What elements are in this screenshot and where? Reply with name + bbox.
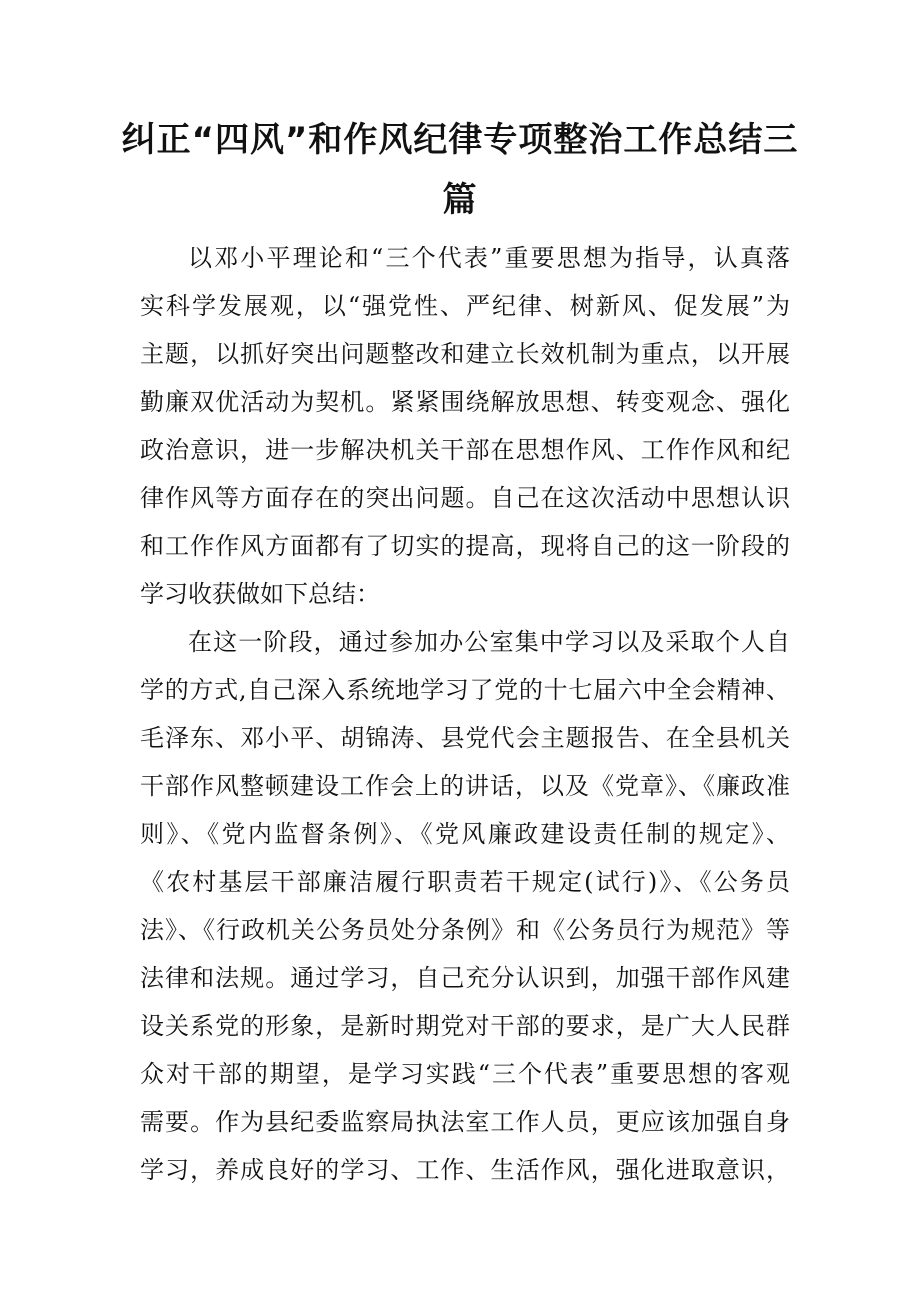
paragraph-line: 以邓小平理论和“三个代表”重要思想为指导，认真落 bbox=[188, 244, 790, 272]
paragraph-line: 法》、《行政机关公务员处分条例》和《公务员行为规范》等 bbox=[140, 916, 790, 944]
paragraph-1 bbox=[140, 234, 790, 618]
paragraph-line: 需要。作为县纪委监察局执法室工作人员，更应该加强自身 bbox=[140, 1108, 790, 1136]
paragraph-line: 实科学发展观，以“强党性、严纪律、树新风、促发展”为 bbox=[140, 292, 790, 320]
paragraph-line: 在这一阶段，通过参加办公室集中学习以及采取个人自 bbox=[188, 628, 790, 656]
paragraph-line: 《农村基层干部廉洁履行职责若干规定(试行)》、《公务员 bbox=[140, 868, 790, 896]
paragraph-line: 和工作作风方面都有了切实的提高，现将自己的这一阶段的 bbox=[140, 532, 790, 560]
paragraph-line: 律作风等方面存在的突出问题。自己在这次活动中思想认识 bbox=[140, 484, 790, 512]
paragraph-line: 学习，养成良好的学习、工作、生活作风，强化进取意识， bbox=[140, 1156, 790, 1184]
document-title-line-2: 篇 bbox=[442, 180, 478, 220]
paragraph-line: 政治意识，进一步解决机关干部在思想作风、工作作风和纪 bbox=[140, 436, 790, 464]
paragraph-line: 毛泽东、邓小平、胡锦涛、县党代会主题报告、在全县机关 bbox=[140, 724, 790, 752]
paragraph-2 bbox=[140, 618, 790, 1194]
paragraph-line: 学的方式,自己深入系统地学习了党的十七届六中全会精神、 bbox=[140, 676, 790, 704]
paragraph-line: 设关系党的形象，是新时期党对干部的要求，是广大人民群 bbox=[140, 1012, 790, 1040]
paragraph-line: 学习收获做如下总结： bbox=[140, 580, 380, 608]
paragraph-line: 众对干部的期望，是学习实践“三个代表”重要思想的客观 bbox=[140, 1060, 790, 1088]
document-title-line-1: 纠正“四风”和作风纪律专项整治工作总结三 bbox=[121, 120, 799, 160]
paragraph-line: 干部作风整顿建设工作会上的讲话，以及《党章》、《廉政准 bbox=[140, 772, 790, 800]
paragraph-line: 法律和法规。通过学习，自己充分认识到，加强干部作风建 bbox=[140, 964, 790, 992]
paragraph-line: 主题，以抓好突出问题整改和建立长效机制为重点，以开展 bbox=[140, 340, 790, 368]
paragraph-line: 勤廉双优活动为契机。紧紧围绕解放思想、转变观念、强化 bbox=[140, 388, 790, 416]
paragraph-line: 则》、《党内监督条例》、《党风廉政建设责任制的规定》、 bbox=[140, 820, 790, 848]
